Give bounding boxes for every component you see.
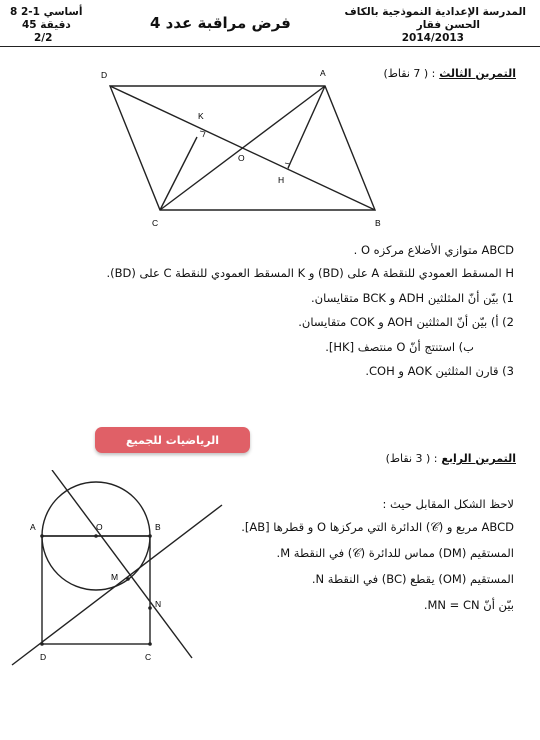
segment-ah: [288, 86, 325, 168]
ex3-line-1: ABCD متوازي الأضلاع مركزه O .: [353, 243, 514, 257]
label-b: B: [155, 522, 161, 532]
header-level: 8 أساسي 1-2: [10, 6, 83, 18]
right-angle-k: [200, 131, 205, 137]
header-duration: 45 دقيقة: [22, 19, 71, 31]
exam-title: فرض مراقبة عدد 4: [150, 14, 291, 32]
label-o: O: [238, 153, 245, 163]
label-b: B: [375, 218, 381, 228]
ex4-line-3: المستقيم (DM) مماس للدائرة (𝒞) في النقطة M.: [276, 546, 514, 560]
ex4-line-2: ABCD مربع و (𝒞) الدائرة التي مركزها O و قطرها [AB].: [241, 520, 514, 534]
header-page: 2/2: [34, 32, 53, 44]
teacher-name: الحسن فقار: [416, 19, 480, 31]
ex3-line-5: ب) استنتج أنّ O منتصف [HK].: [325, 340, 474, 354]
exercise4-title: التمرين الرابع : ( 3 نقاط): [385, 452, 516, 465]
label-c: C: [152, 218, 159, 228]
ex3-line-4: 2) أ) بيّن أنّ المثلثين AOH و COK متقايسان.: [298, 315, 514, 329]
header-divider: [0, 46, 540, 47]
ex4-line-1: لاحظ الشكل المقابل حيث :: [382, 497, 514, 511]
square-circle-figure: [0, 470, 240, 680]
label-c: C: [145, 652, 152, 662]
exercise3-title: التمرين الثالث : ( 7 نقاط): [383, 67, 516, 80]
ex4-line-5: بيّن أنّ MN = CN.: [423, 598, 514, 612]
ex4-line-4: المستقيم (OM) يقطع (BC) في النقطة N.: [311, 572, 514, 586]
ex3-line-3: 1) بيّن أنّ المثلثين ADH و BCK متقايسان.: [310, 291, 514, 305]
ex3-line-6: 3) قارن المثلثين AOK و COH.: [365, 364, 514, 378]
label-h: H: [278, 175, 285, 185]
label-d: D: [40, 652, 47, 662]
parallelogram-figure: [0, 60, 540, 235]
label-k: K: [198, 111, 204, 121]
school-name: المدرسة الإعدادية النموذجية بالكاف: [344, 6, 526, 18]
label-d: D: [101, 70, 108, 80]
diagonal-bd: [110, 86, 375, 210]
tangent-dm: [12, 505, 222, 665]
label-o: O: [96, 522, 103, 532]
label-a: A: [320, 68, 326, 78]
label-m: M: [111, 572, 119, 582]
label-n: N: [155, 599, 162, 609]
ex3-line-2: H المسقط العمودي للنقطة A على (BD) و K المسقط العمودي للنقطة C على (BD).: [106, 266, 514, 280]
watermark-badge: الرياضيات للجميع: [95, 427, 250, 453]
segment-ck: [160, 137, 197, 210]
label-a: A: [30, 522, 36, 532]
line-om: [52, 470, 192, 658]
school-year: 2014/2013: [401, 32, 464, 44]
